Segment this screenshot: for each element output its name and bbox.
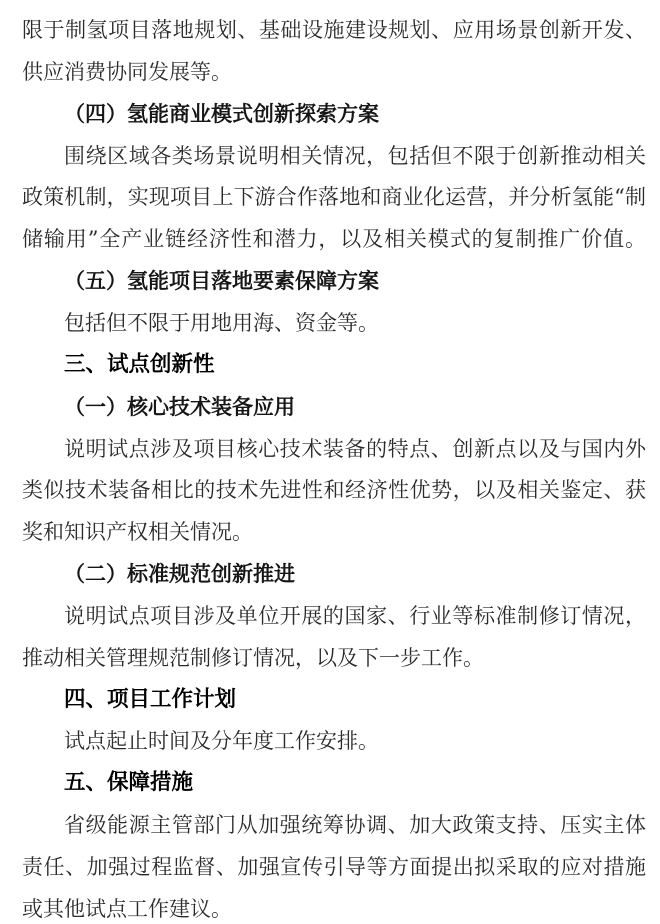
body-text-line: 限于制氢项目落地规划、基础设施建设规划、应用场景创新开发、 [22,18,646,42]
body-text-line: 推动相关管理规范制修订情况，以及下一步工作。 [22,645,484,670]
body-text-line: 奖和知识产权相关情况。 [22,520,253,545]
body-text-line: 类似技术装备相比的技术先进性和经济性优势，以及相关鉴定、获 [22,478,646,503]
document-body [22,0,646,924]
body-text-line: 省级能源主管部门从加强统筹协调、加大政策支持、压实主体 [64,813,646,838]
subsection-heading: （五）氢能项目落地要素保障方案 [64,268,379,294]
body-text-line: 围绕区域各类场景说明相关情况，包括但不限于创新推动相关 [64,143,646,168]
subsection-heading: （二）标准规范创新推进 [64,561,295,587]
body-text-line: 供应消费协同发展等。 [22,59,232,84]
section-heading: 五、保障措施 [64,770,194,796]
section-heading: 三、试点创新性 [64,351,215,377]
body-text-line: 包括但不限于用地用海、资金等。 [64,310,379,335]
body-text-line: 说明试点涉及项目核心技术装备的特点、创新点以及与国内外 [64,436,646,461]
subsection-heading: （一）核心技术装备应用 [64,393,295,419]
body-text-line: 责任、加强过程监督、加强宣传引导等方面提出拟采取的应对措施 [22,855,646,879]
section-heading: 四、项目工作计划 [64,686,237,712]
body-text-line: 政策机制，实现项目上下游合作落地和商业化运营，并分析氢能“制 [22,185,646,210]
body-text-line: 或其他试点工作建议。 [22,896,232,921]
subsection-heading: （四）氢能商业模式创新探索方案 [64,100,379,126]
body-text-line: 储输用”全产业链经济性和潜力，以及相关模式的复制推广价值。 [22,227,646,252]
body-text-line: 说明试点项目涉及单位开展的国家、行业等标准制修订情况， [64,603,646,628]
body-text-line: 试点起止时间及分年度工作安排。 [64,729,379,754]
